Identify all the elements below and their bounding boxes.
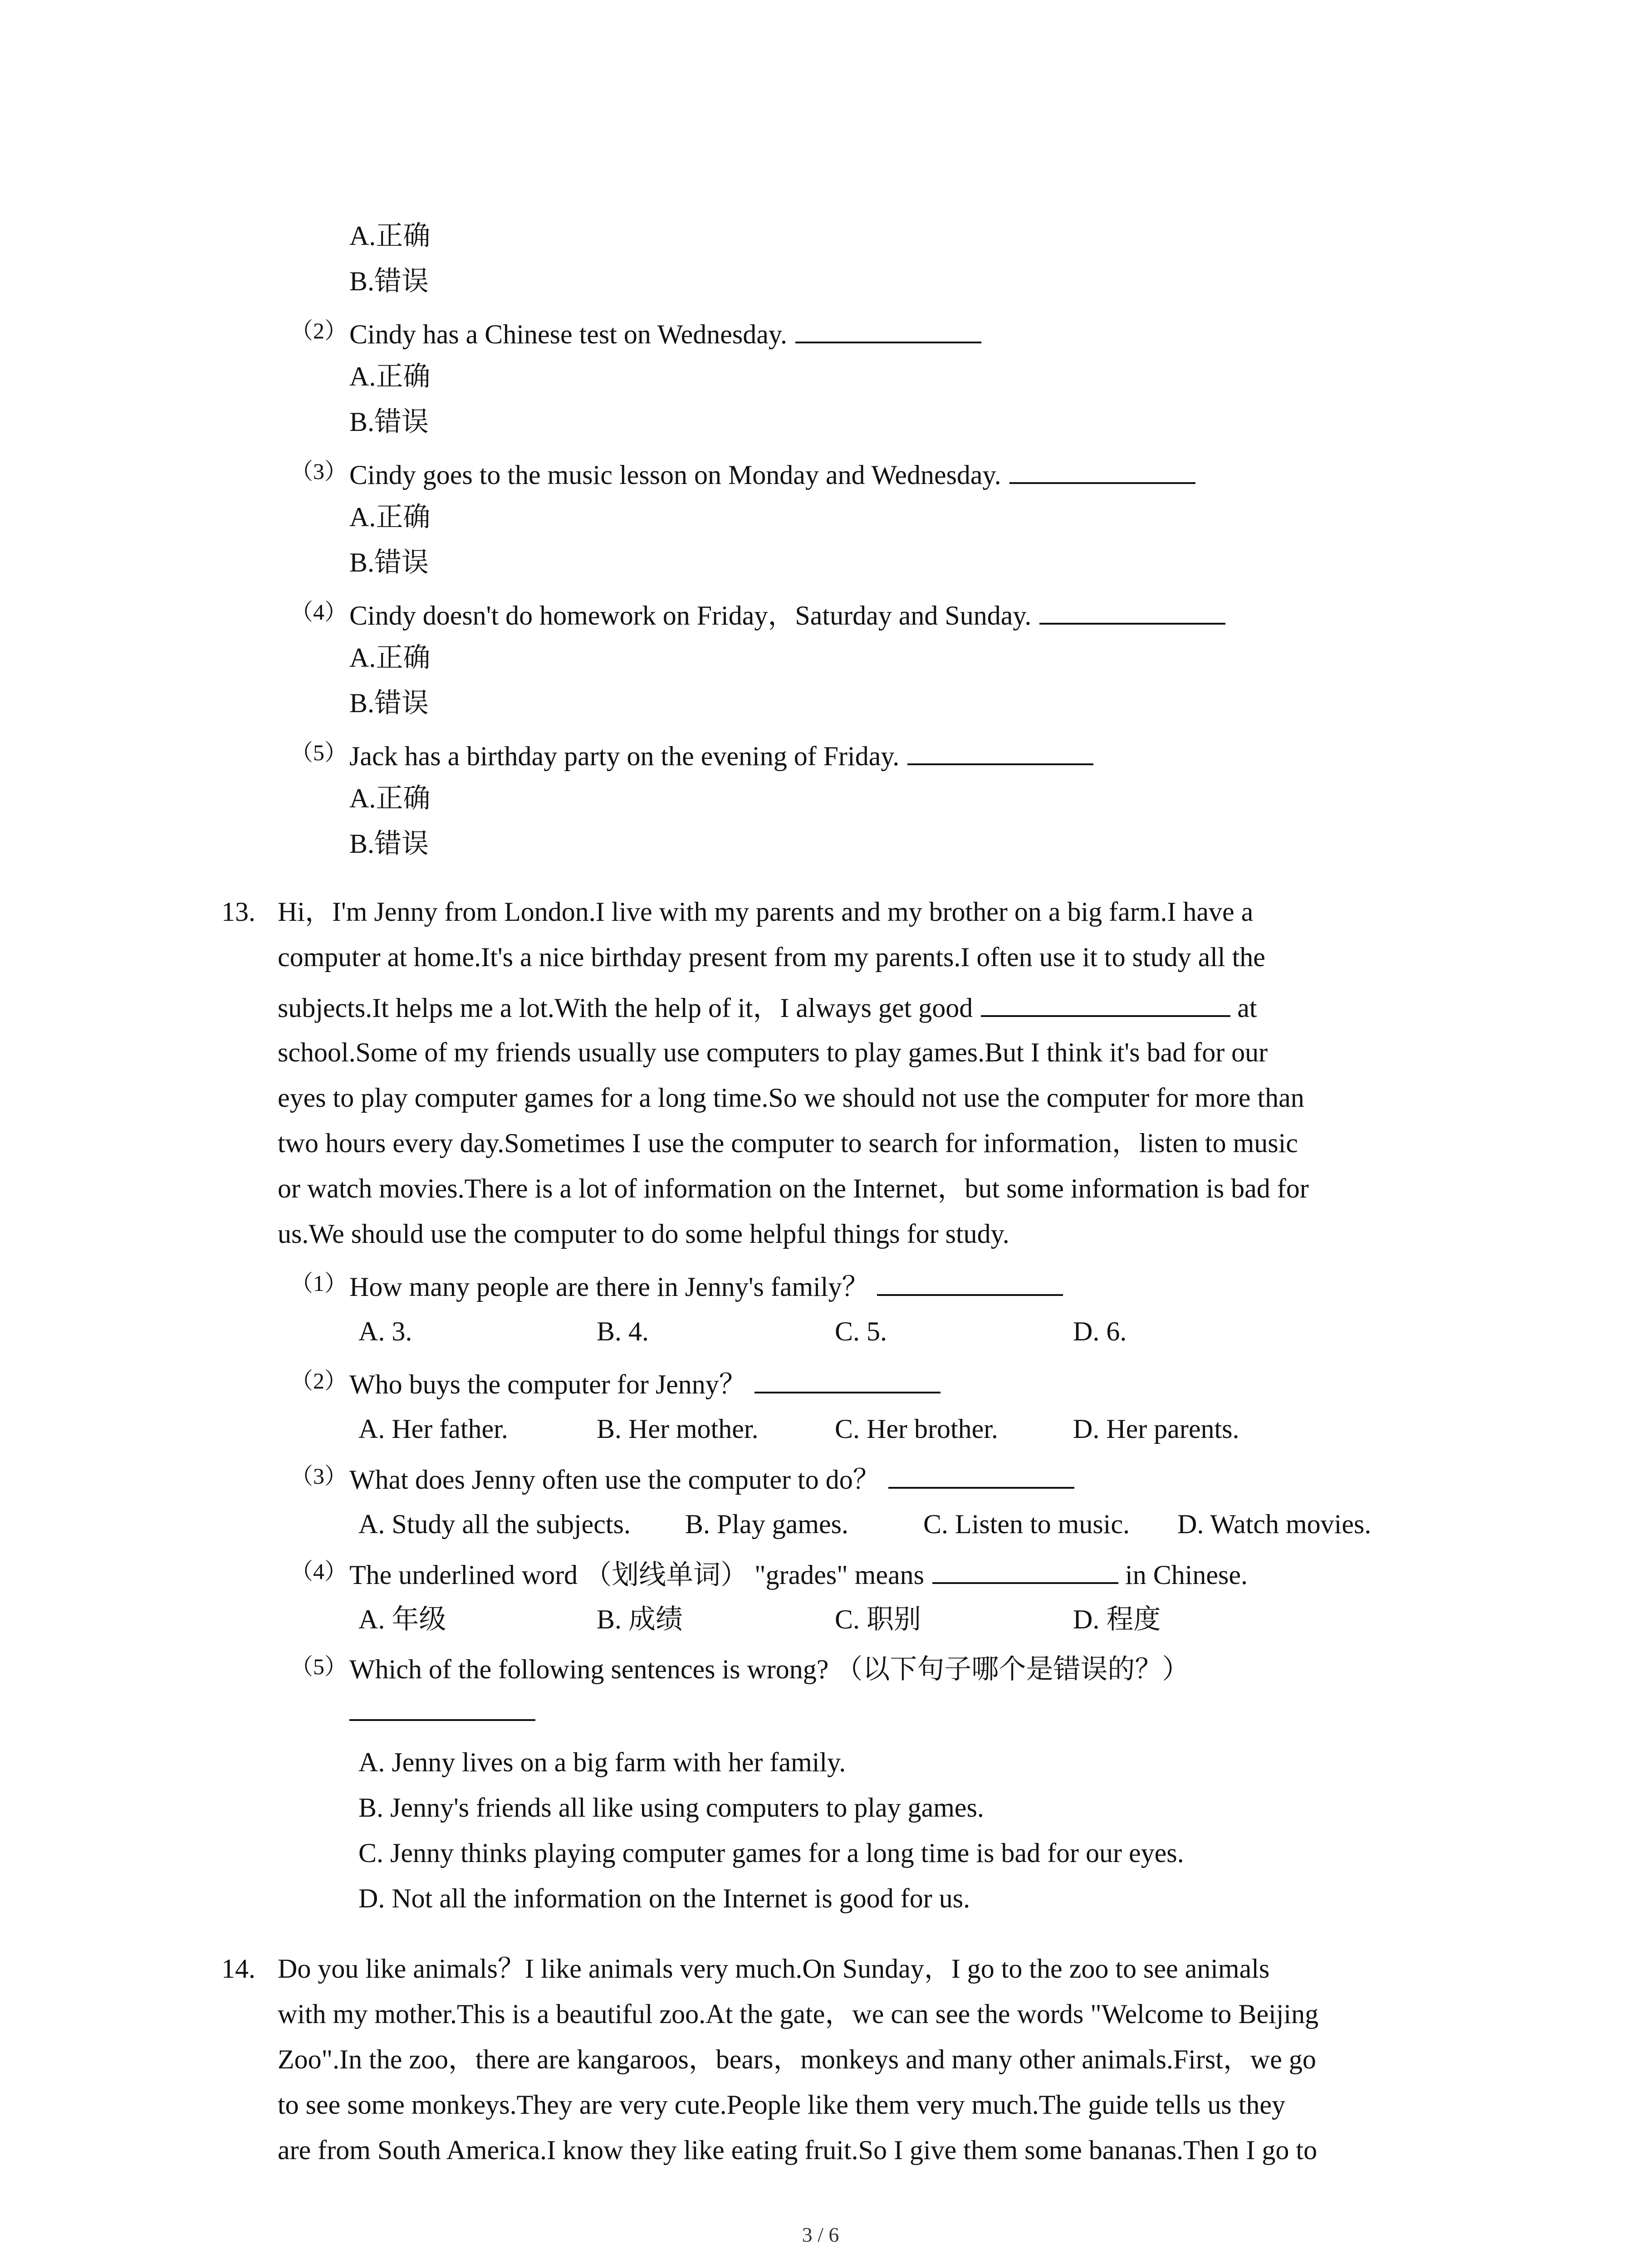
q13-2-choice-b[interactable]: B. Her mother. [597, 1414, 759, 1444]
q13-2-choice-c[interactable]: C. Her brother. [835, 1414, 998, 1444]
answer-blank[interactable] [877, 1268, 1063, 1296]
passage-line: computer at home.It's a nice birthday present from my parents.I often use it to study all the [278, 942, 1265, 972]
q12-2-option-a[interactable]: A.正确 [349, 362, 431, 391]
q13-4-choice-b[interactable]: B. 成绩 [597, 1604, 683, 1634]
q13-4-choice-d[interactable]: D. 程度 [1073, 1604, 1161, 1634]
q13-5-choice-c[interactable]: C. Jenny thinks playing computer games for a long time is bad for our eyes. [358, 1838, 1184, 1868]
q12-1-option-b[interactable]: B.错误 [349, 266, 429, 296]
q13-5-text: Which of the following sentences is wrong? （以下句子哪个是错误的？） [349, 1654, 1190, 1684]
q13-5-choice-b[interactable]: B. Jenny's friends all like using computers to play games. [358, 1793, 984, 1823]
q12-2-number: （2） [290, 318, 347, 343]
q13-3-choice-b[interactable]: B. Play games. [685, 1509, 848, 1539]
passage-line: school.Some of my friends usually use computers to play games.But I think it's bad for our [278, 1037, 1268, 1067]
q12-3-text: Cindy goes to the music lesson on Monday and Wednesday. [349, 460, 1001, 490]
q13-1-number: （1） [290, 1271, 347, 1296]
q13-4-choice-a[interactable]: A. 年级 [358, 1604, 446, 1634]
passage-line: two hours every day.Sometimes I use the computer to search for information，listen to music [278, 1128, 1298, 1158]
q13-1-choice-a[interactable]: A. 3. [358, 1316, 412, 1346]
q13-3-choice-d[interactable]: D. Watch movies. [1177, 1509, 1372, 1539]
passage-line: eyes to play computer games for a long time.So we should not use the computer for more than [278, 1083, 1304, 1113]
passage-line: Do you like animals？I like animals very much.On Sunday，I go to the zoo to see animals [278, 1954, 1270, 1984]
q12-4-text: Cindy doesn't do homework on Friday，Saturday and Sunday. [349, 601, 1032, 631]
q13-5-number: （5） [290, 1654, 347, 1679]
answer-blank[interactable] [1039, 596, 1225, 625]
answer-blank[interactable] [349, 1719, 535, 1721]
page-number: 3 / 6 [802, 2223, 839, 2246]
q12-3-option-a[interactable]: A.正确 [349, 502, 431, 532]
q13-1-choice-d[interactable]: D. 6. [1073, 1316, 1127, 1346]
q12-5-text: Jack has a birthday party on the evening of Friday. [349, 741, 900, 771]
q13-2-number: （2） [290, 1368, 347, 1393]
answer-blank[interactable] [754, 1365, 941, 1393]
q12-5-number: （5） [290, 740, 347, 765]
q13-4-number: （4） [290, 1559, 347, 1584]
q12-4-option-a[interactable]: A.正确 [349, 643, 431, 673]
q13-3-text: What does Jenny often use the computer to do？ [349, 1465, 880, 1495]
q12-4-option-b[interactable]: B.错误 [349, 688, 429, 718]
q13-2-choice-d[interactable]: D. Her parents. [1073, 1414, 1239, 1444]
q13-2-choice-a[interactable]: A. Her father. [358, 1414, 508, 1444]
q13-4-choice-c[interactable]: C. 职别 [835, 1604, 921, 1634]
passage-line: are from South America.I know they like eating fruit.So I give them some bananas.Then I go to [278, 2135, 1318, 2165]
q13-5-choice-d[interactable]: D. Not all the information on the Internet is good for us. [358, 1883, 970, 1913]
passage-line: Zoo".In the zoo，there are kangaroos，bears，monkeys and many other animals.First，we go [278, 2044, 1316, 2074]
q12-2-option-b[interactable]: B.错误 [349, 407, 429, 437]
q12-3-option-b[interactable]: B.错误 [349, 547, 429, 577]
q13-4-text: The underlined word （划线单词） "grades" means [349, 1560, 925, 1590]
q13-3-choice-a[interactable]: A. Study all the subjects. [358, 1509, 631, 1539]
q12-1-option-a[interactable]: A.正确 [349, 221, 431, 251]
q14-number: 14. [221, 1954, 255, 1984]
answer-blank[interactable] [888, 1461, 1074, 1489]
passage-line: with my mother.This is a beautiful zoo.At the gate，we can see the words "Welcome to Beijing [278, 1999, 1319, 2029]
passage-line: or watch movies.There is a lot of information on the Internet，but some information is bad for [278, 1173, 1309, 1203]
q12-2-text: Cindy has a Chinese test on Wednesday. [349, 319, 788, 349]
q12-3-number: （3） [290, 459, 347, 484]
q13-1-choice-b[interactable]: B. 4. [597, 1316, 649, 1346]
answer-blank[interactable] [1009, 456, 1195, 484]
passage-line: us.We should use the computer to do some helpful things for study. [278, 1219, 1009, 1249]
q12-5-option-b[interactable]: B.错误 [349, 829, 429, 859]
q13-number: 13. [221, 897, 255, 927]
q13-4-text-after: in Chinese. [1125, 1560, 1248, 1590]
q13-5-choice-a[interactable]: A. Jenny lives on a big farm with her family. [358, 1747, 846, 1777]
answer-blank[interactable] [932, 1556, 1118, 1584]
q13-2-text: Who buys the computer for Jenny？ [349, 1369, 746, 1399]
answer-blank[interactable] [907, 737, 1093, 765]
q12-4-number: （4） [290, 599, 347, 625]
answer-blank[interactable] [795, 315, 981, 343]
passage-line: to see some monkeys.They are very cute.People like them very much.The guide tells us they [278, 2090, 1286, 2120]
passage-line: subjects.It helps me a lot.With the help of it，I always get good at [278, 989, 1257, 1026]
passage-line: Hi，I'm Jenny from London.I live with my parents and my brother on a big farm.I have a [278, 897, 1254, 927]
q13-3-choice-c[interactable]: C. Listen to music. [923, 1509, 1130, 1539]
q13-1-text: How many people are there in Jenny's family？ [349, 1272, 869, 1302]
q13-3-number: （3） [290, 1463, 347, 1489]
q12-5-option-a[interactable]: A.正确 [349, 783, 431, 813]
answer-blank[interactable] [981, 989, 1230, 1017]
q13-1-choice-c[interactable]: C. 5. [835, 1316, 887, 1346]
